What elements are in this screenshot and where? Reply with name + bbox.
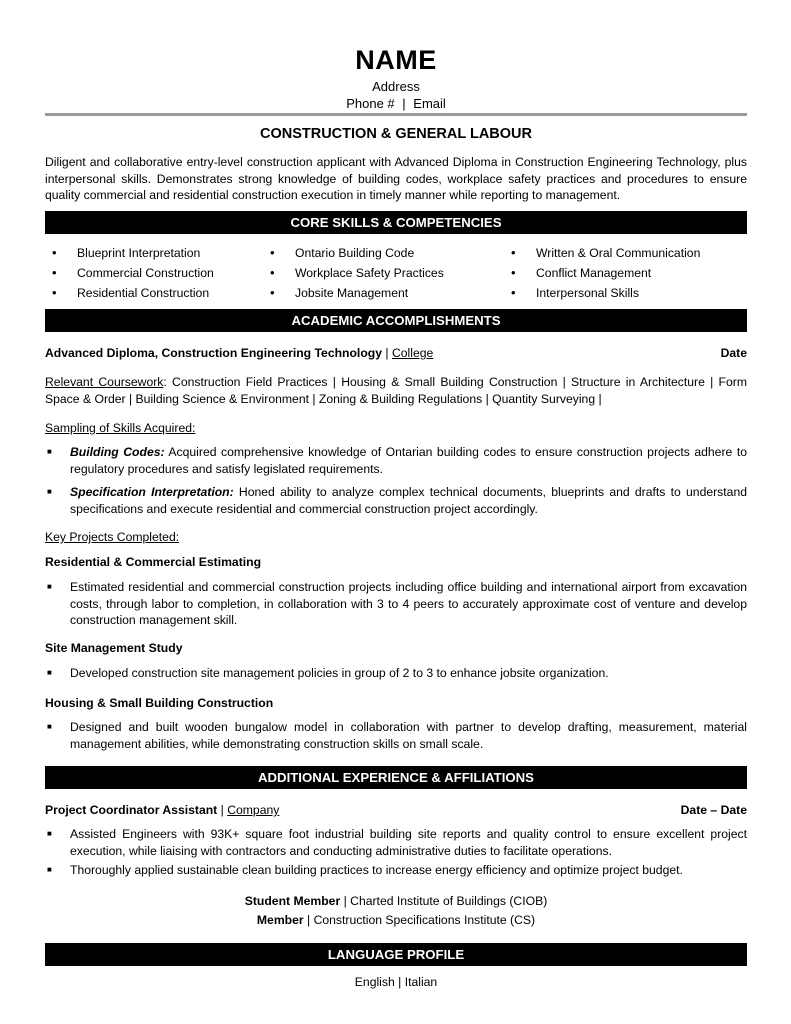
skill-item: • Commercial Construction — [45, 263, 214, 283]
square-bullet-icon: ■ — [47, 829, 52, 838]
degree-line — [45, 346, 747, 360]
skills-column-3 — [504, 243, 700, 303]
skill-acquired-title: Specification Interpretation: — [70, 485, 234, 499]
job-bullet-text: Thoroughly applied sustainable clean building practices to increase energy efficiency and optimize project budget. — [70, 863, 683, 877]
job-separator: | — [217, 803, 228, 817]
skill-item: • Interpersonal Skills — [504, 283, 700, 303]
skill-item: • Jobsite Management — [263, 283, 444, 303]
job-title: Project Coordinator Assistant — [45, 803, 218, 817]
affiliation-title: Student Member — [244, 894, 341, 908]
sampling-label: Sampling of Skills Acquired: — [45, 421, 196, 435]
affiliation-text: | Charted Institute of Buildings (CIOB) — [340, 894, 548, 908]
projects-label: Key Projects Completed: — [45, 530, 180, 544]
contact-separator: | — [402, 96, 406, 111]
language-heading: LANGUAGE PROFILE — [45, 943, 747, 966]
skill-acquired-item — [45, 444, 747, 477]
skill-acquired-title: Building Codes: — [70, 445, 165, 459]
coursework-text: : Construction Field Practices | Housing & Small Building Construction | Structure in Architecture | Form Space & Order | Building Science & Environment | Zoning & Building Regulations | Quantity Surveying | — [45, 375, 747, 406]
skill-item: • Ontario Building Code — [263, 243, 444, 263]
phone: Phone # — [346, 96, 395, 111]
skill-item: • Residential Construction — [45, 283, 214, 303]
project-item — [45, 719, 747, 752]
skill-acquired-text: Honed ability to analyze complex technical documents, blueprints and drafts to understand specifications and execute residential and commercial construction project accordingly. — [70, 485, 747, 516]
project-title: Housing & Small Building Construction — [45, 696, 274, 710]
header-divider — [45, 113, 747, 116]
job-bullet-text: Assisted Engineers with 93K+ square foot industrial building site reports and quality control to ensure excellent project execution, while liaising with contractors and conducting administrative duties to facilitate operations. — [70, 827, 747, 858]
square-bullet-icon: ■ — [47, 447, 52, 456]
affiliation-text: | Construction Specifications Institute (CS) — [303, 913, 536, 927]
job-dates: Date – Date — [680, 803, 747, 817]
skill-acquired-item — [45, 484, 747, 517]
college-name: College — [391, 346, 434, 360]
square-bullet-icon: ■ — [47, 668, 52, 677]
job-line — [45, 803, 747, 817]
square-bullet-icon: ■ — [47, 487, 52, 496]
project-text: Developed construction site management policies in group of 2 to 3 to enhance jobsite organization. — [70, 666, 609, 680]
degree-title: Advanced Diploma, Construction Engineering Technology — [45, 346, 382, 360]
languages-text: English | Italian — [354, 975, 438, 989]
academic-heading: ACADEMIC ACCOMPLISHMENTS — [45, 309, 747, 332]
summary-paragraph: Diligent and collaborative entry-level construction applicant with Advanced Diploma in Construction Engineering Technology, plus interpersonal skills. Demonstrates strong knowledge of building codes, workplace safety practices and procedures to ensure quality commercial and residential construction execution in timely manner while reporting to management. — [45, 155, 747, 202]
address: Address — [372, 79, 420, 94]
affiliation-line — [45, 913, 747, 927]
degree-separator: | — [382, 346, 392, 360]
skill-acquired-text: Acquired comprehensive knowledge of Ontarian building codes to ensure construction projects adhere to regulatory procedures and satisfy legislated requirements. — [70, 445, 747, 476]
skills-column-2 — [263, 243, 444, 303]
square-bullet-icon: ■ — [47, 865, 52, 874]
skill-item: • Workplace Safety Practices — [263, 263, 444, 283]
project-title: Site Management Study — [45, 641, 183, 655]
job-bullet — [45, 862, 747, 879]
email: Email — [413, 96, 446, 111]
square-bullet-icon: ■ — [47, 582, 52, 591]
skill-item: • Conflict Management — [504, 263, 700, 283]
skills-column-1 — [45, 243, 214, 303]
coursework-paragraph — [45, 374, 747, 408]
resume-subtitle: CONSTRUCTION & GENERAL LABOUR — [259, 126, 532, 142]
coursework-label: Relevant Coursework — [45, 375, 164, 389]
project-text: Designed and built wooden bungalow model in collaboration with partner to develop drafting, measurement, material management abilities, while demonstrating construction skills on small scale. — [70, 720, 747, 751]
project-item — [45, 579, 747, 629]
skill-item: • Written & Oral Communication — [504, 243, 700, 263]
contact-line — [45, 96, 747, 111]
job-bullet — [45, 826, 747, 859]
experience-heading: ADDITIONAL EXPERIENCE & AFFILIATIONS — [45, 766, 747, 789]
project-text: Estimated residential and commercial construction projects including office building and international airport from excavation costs, through labor to completion, in collaboration with 3 to 4 peers to accurately approximate cost of venture and develop construction management skill. — [70, 580, 747, 627]
square-bullet-icon: ■ — [47, 722, 52, 731]
affiliation-line — [45, 894, 747, 908]
degree-date: Date — [720, 346, 747, 360]
project-item — [45, 665, 747, 682]
affiliation-title: Member — [256, 913, 304, 927]
skill-item: • Blueprint Interpretation — [45, 243, 214, 263]
candidate-name: NAME — [355, 45, 437, 75]
project-title: Residential & Commercial Estimating — [45, 555, 262, 569]
company-name: Company — [227, 803, 280, 817]
skills-heading: CORE SKILLS & COMPETENCIES — [45, 211, 747, 234]
